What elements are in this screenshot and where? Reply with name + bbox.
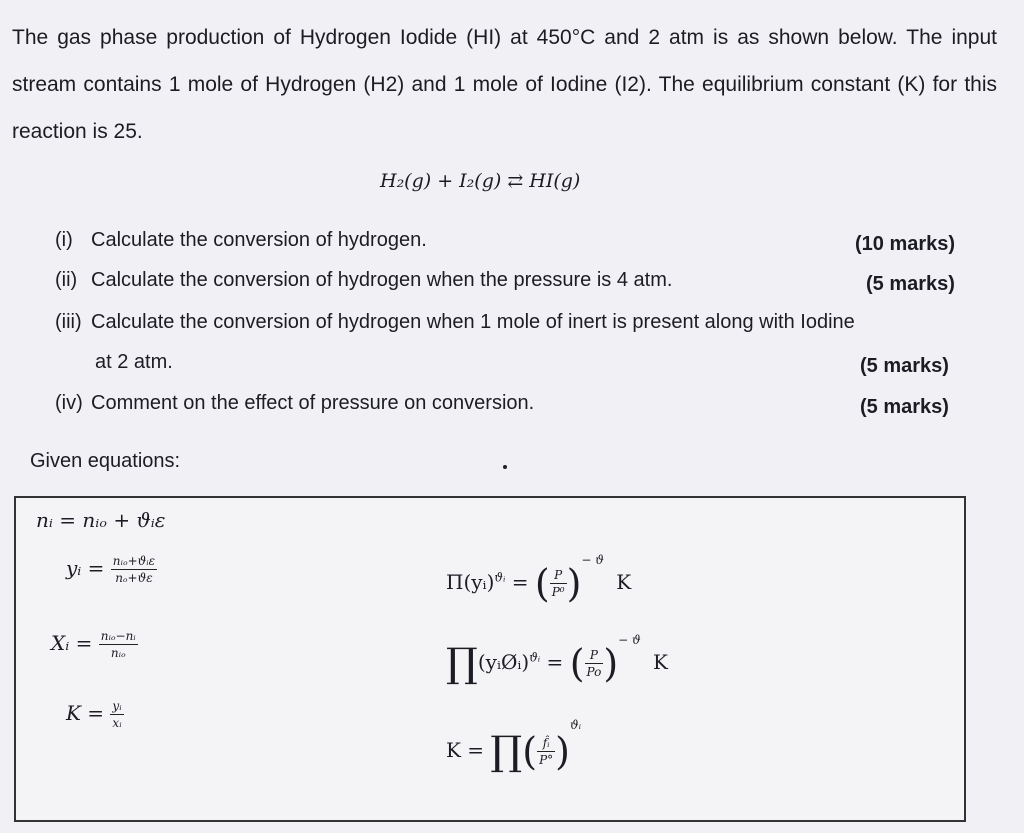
question-2 [55,269,672,292]
right-paren: ) [555,729,570,774]
question-text: Calculate the conversion of hydrogen. [91,229,427,251]
stray-dot [503,465,507,469]
fugacity-ratio-exponent: ϑᵢ [570,718,581,732]
left-paren: ( [522,729,538,774]
question-3-continued: at 2 atm. [95,351,173,373]
given-equations-label: Given equations: [30,450,181,472]
conversion-numerator: nᵢₒ−nᵢ [100,629,136,643]
right-paren: ) [566,561,582,606]
k-ratio-lhs: K = [66,701,105,725]
mole-fraction-numerator: nᵢₒ+ϑᵢε [112,554,156,568]
equilibrium-constant-k: K [616,570,632,594]
ideal-equilibrium-equation: Π(yᵢ)$^{ϑᵢ}$ = ( $\frac{P}{\text{P⁰}}$ )$^{- ϑ}$ K [446,553,632,606]
left-paren: ( [569,641,585,686]
question-number: (iv) [55,392,83,414]
question-4-marks: (5 marks) [860,396,949,418]
nonideal-equilibrium-equation: ∏(yᵢØᵢ)$^{ϑᵢ}$ = ( $\frac{P}{Po}$ )$^{- ϑ}$ K [446,633,668,687]
question-number: (i) [55,229,73,251]
equilibrium-constant-k: K [652,650,668,674]
k-fugacity-lhs: K = [446,738,485,762]
question-text: Comment on the effect of pressure on conversion. [91,392,535,414]
mole-fraction-equation [66,553,157,586]
mole-balance-equation: nᵢ = nᵢₒ + ϑᵢε [36,508,166,532]
question-number: (ii) [55,269,78,291]
pressure-denominator: P⁰ [551,585,565,599]
product-symbol: ∏ [446,640,478,687]
fugacity-denominator: P° [539,753,554,767]
equilibrium-ratio-equation [66,698,124,731]
fugacity-equilibrium-equation [446,718,581,775]
conversion-lhs: Xᵢ = [51,631,93,655]
question-number: (iii) [55,311,82,333]
question-3-marks: (5 marks) [860,355,949,377]
fugacity-ratio [537,735,555,768]
pressure-ratio [550,567,567,600]
pressure-denominator: Po [586,665,602,679]
question-text: Calculate the conversion of hydrogen when 1 mole of inert is present along with Iodine [91,311,855,333]
left-paren: ( [534,561,550,606]
question-4 [55,392,534,415]
pressure-exponent: − ϑ [618,633,641,647]
product-symbol: ∏ [490,728,523,775]
conversion-frac [99,628,138,661]
equations-box [14,496,966,822]
pressure-exponent: − ϑ [581,553,604,567]
k-ratio-denominator: xᵢ [112,716,122,730]
pressure-numerator: P [550,567,567,584]
fugacity-coefficient-term: (yᵢØᵢ) [477,650,530,674]
problem-intro: The gas phase production of Hydrogen Iodide (HI) at 450°C and 2 atm is as shown below. The input stream contains 1 mole of Hydrogen (H2) and 1 mole of Iodine (I2). The equilibrium constant (K) for this reaction is 25. [12,26,997,143]
question-1 [55,229,427,252]
pressure-numerator: P [585,647,604,664]
pressure-ratio [585,647,604,680]
k-ratio-numerator: yᵢ [112,699,122,713]
fugacity-numerator: f̂ᵢ [537,735,555,752]
conversion-equation [51,628,138,661]
conversion-denominator: nᵢₒ [110,646,126,660]
ideal-product-term: Π(yᵢ) [446,570,495,594]
k-ratio-frac [110,698,123,731]
question-1-marks: (10 marks) [855,233,956,255]
question-text: Calculate the conversion of hydrogen when the pressure is 4 atm. [91,269,673,291]
right-paren: ) [603,641,619,686]
mole-fraction-denominator: nₒ+ϑε [115,571,153,585]
reaction-equation: H₂(g) + I₂(g) ⇄ HI(g) [380,170,581,192]
mole-fraction-frac [111,553,157,586]
question-3 [55,311,855,334]
fugacity-exponent: ϑᵢ [529,650,541,665]
ideal-product-exponent: ϑᵢ [494,570,506,585]
mole-fraction-lhs: yᵢ = [66,556,105,580]
question-2-marks: (5 marks) [866,273,955,295]
